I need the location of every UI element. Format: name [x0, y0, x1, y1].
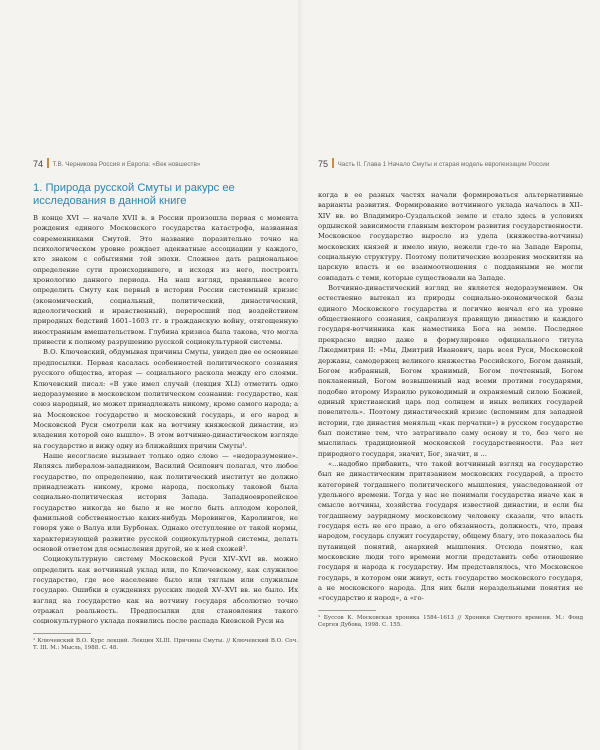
book-gutter [298, 0, 304, 750]
paragraph: В конце XVI — начале XVII в. в России произошла первая с момента рождения единого Московского государства катастрофа, названная современниками Смутой. Это название поразительно точно на психологическом уровне рождает адекватные ассоциации у каждого, кто знаком с событиями той эпохи. Сложнее дать рациональное определение сути происходившего, и исходя из него, построить хронологию данного периода. На наш взгляд, правильнее всего определить Смуту как первый в истории России системный кризис (экономический, социальный, политический, династический, идеологический и нравственный), перероcший под воздействием природных бедствий 1601–1603 гг. в гражданскую войну, отягощенную иностранным вмешательством. Глубина кризиса была такова, что могла привести к полному разрушению русской социокультурной системы. [33, 214, 298, 347]
paragraph: В.О. Ключевский, обдумывая причины Смуты, увидел две ее основные предпосылки. Первая касалась особенностей политического сознания русского общества, вторая — социального раскола между его слоями. Ключевский писал: «В уже имел случай (лекция XLI) отметить одно недоразумение в московском политическом сознании: государство, как союз народный, не может принадлежать никому, кроме самого народа; а на Московское государство и московский государь, и его народ в Московской Руси смотрели как на вотчину княжеской династии, из владения которой оно вышло». В этом вотчинно-династическом взгляде на государство и вижу одну из ближайших причин Смуты¹. [33, 348, 298, 450]
right-page [318, 158, 583, 629]
left-page [33, 158, 298, 652]
footnote: ¹ Ключевский В.О. Курс лекций. Лекция XLIII. Причины Смуты. // Ключевский В.О. Соч. Т. III. М.: Мысль, 1988. С. 48. [33, 637, 298, 651]
running-head-text-right: Часть II. Глава 1 Начало Смуты и старая модель европеизации России [337, 161, 550, 168]
right-body [318, 190, 583, 604]
page-number-left: 74 [33, 159, 44, 169]
page-number-right: 75 [318, 159, 329, 169]
paragraph: «...надобно прибавить, что такой вотчинный взгляд на государство был не династическим притязанием московских государей, а просто категорией тогдашнего политического мышления, унаследованной от удельного времени. Тогда у нас не понимали государства иначе как в смысле вотчины, хозяйства государя известной династии, и если бы тогдашнему заурядному московскому человеку сказали, что власть государя есть не его право, а его обязанность, должность, что, правя народом, государь служит государству, общему благу, это показалось бы путаницей понятий, анархией мышления. Отсюда понятно, как московские люди того времени могли представить себе отношение государя и народа к государству. Им представлялось, что Московское государь, в котором они живут, есть государство московского государя, а не московского народа. Для них были нераздельными понятия не «государство и народ», а «го- [318, 459, 583, 603]
paragraph: когда в ее разных частях начали формироваться альтернативные варианты развития. Формирование вотчинного уклада началось в XII–XIV вв. во Владимиро-Суздальской земле и стало здесь в условиях ордынской зависимости главным вектором развития государственности. Московское государство выросло из удела (княжества-вотчины) московских князей и имело иную, нежели где-то на Западе Европы, социальную структуру. Поэтому политические воззрения москвитян на царскую власть и ее взаимоотношения с подданными не могли совпадать с теми, которые существовали на Западе. [318, 191, 583, 282]
paragraph: Социокультурную систему Московской Руси XIV–XVI вв. можно определить как вотчинный уклад или, по Ключевскому, как служилое государство, где все население было или тяглым или служилым государю. Ошибки в суждениях русских людей XV–XVI вв. не было. Их взгляд на государство как на вотчину государя абсолютно точно отражал реальность. Предпосылки для становления такого социокультурного уклада появились после распада Киевской Руси на [33, 555, 298, 626]
running-head-right [318, 158, 583, 172]
running-head-text-left: Т.В. Черникова Россия и Европа: «Век новшеств» [52, 161, 201, 168]
footnote-rule [318, 610, 376, 611]
header-divider [332, 158, 334, 168]
paragraph: Наше несогласие вызывает только одно слово — «недоразумение». Являясь либералом-западником, Василий Осипович полагал, что любое государство, по определению, как политический институт не должно принадлежать никому, кроме народа, поскольку таковой была социально-политическая история Запада. Западноевропейское государство никогда не было и не могло быть аллодом королей, фамильной собственностью каких-нибудь Меровингов, Каролингов, не говоря уже о Валуа или Бурбонах. Однако отступление от такой нормы, характеризующей развитие русской социокультурной системы, делать основой ответом для осмысления другой, не к ней схожей². [33, 451, 298, 553]
header-divider [47, 158, 49, 168]
chapter-title: 1. Природа русской Смуты и ракурс ее исследования в данной книге [33, 182, 235, 207]
left-body [33, 213, 298, 627]
footnote: ¹ Буссов К. Московская хроника 1584–1613 // Хроники Смутного времени. М.: Фонд Сергея Дубова, 1998. С. 155. [318, 614, 583, 628]
paragraph: Вотчинно-династический взгляд не является недоразумением. Он естественно вытекал из природы социально-экономической базы единого Московского государства и логично венчал его на уровне общественного сознания, сакрализуя правящую династию и каждого государя-вотчинника как наместника Бога на земле. Последнее прекрасно видно даже в формулировке официального титула Лжедмитрия II: «Мы, Дмитрий Иванович, царь всея Руси, Московской державы, самодержец великого княжества Российского, Богом данный, Богом избранный, Богом хранимый, Богом почтенный, Богом покланенный, Богом возвышенный над всеми протими государями, подобно второму Израилю руководимый и охраняемый силою Божией, единый христианский царь под солнцем и иных великих государей повелитель». Поэтому династический кризис (вспомним для западной истории, где династия меняльщ «как перчатки») в русском государстве был поистине тем, что затрагивало саму основу и то, без чего не мыслилась традиционной московской государственности. Раз нет природного государя, значит, Бог, значит, и ... [318, 284, 583, 458]
running-head-left [33, 158, 298, 172]
footnote-rule [33, 633, 91, 634]
